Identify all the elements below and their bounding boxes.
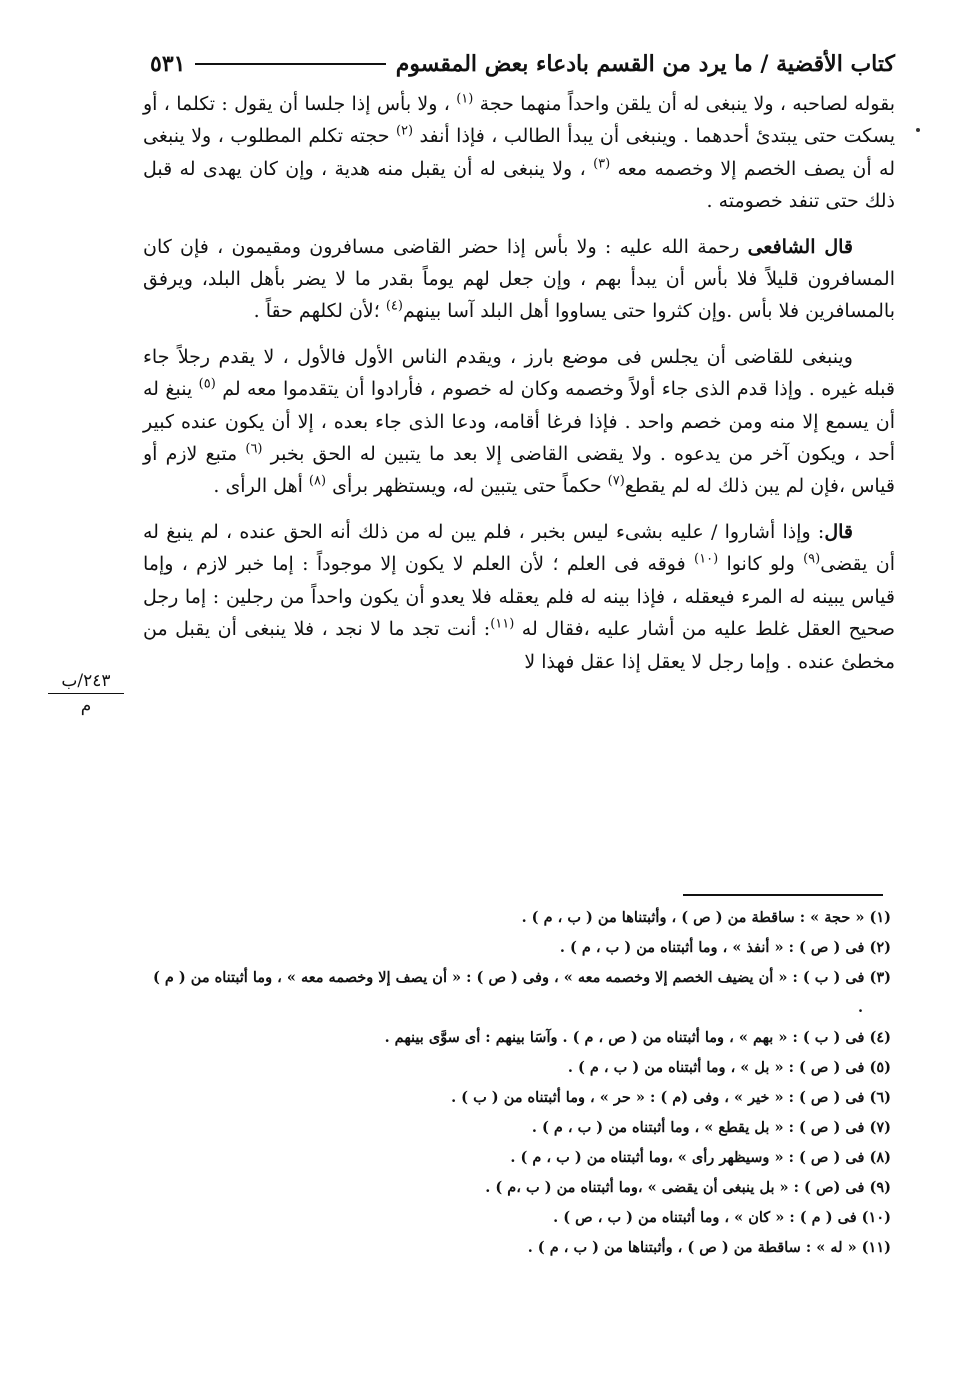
paragraph xyxy=(143,88,895,218)
footnote: (٢) فى ( ص ) : « أنفذ » ، وما أثبتناه من ( ب ، م ) . xyxy=(559,939,891,956)
footnote: (٤) فى ( ب ) : « بهم » ، وما أثبتناه من ( ص ، م ) . وآسَا بينهم : أى سوَّى بينهم . xyxy=(384,1029,891,1046)
paragraph-text: : وإذا أشاروا / عليه بشىء ليس بخبر ، فلم يبن له من ذلك أنه الحق عنده ، لم ينبغ له أن يقضى xyxy=(143,520,895,576)
paragraph-text: ، ولا ينبغى له أن يقبل منه هدية ، وإن كان يهدى له قبل ذلك حتى تنفد خصومته . xyxy=(143,157,895,213)
paragraph-text: فوقه فى العلم ؛ لأن العلم لا يكون إلا موجوداً : إما خبر لازم ، وإما قياس يبينه له المرء فيعقله ، فإذا بينه له فلم يعقله فلا يعدو أن يكون واحداً من رجلين : إما رجل صحيح العقل غلط عليه من أشار عليه ،فقال له xyxy=(143,553,895,641)
footnote-reference: (٣) xyxy=(593,156,611,172)
folio-number: ٢٤٣/ب xyxy=(48,670,124,694)
footnote: (١) « حجة » : ساقطة من ( ص ) ، وأثبتناها من ( ب ، م ) . xyxy=(521,909,891,926)
paragraph-text: بقوله لصاحبه ، ولا ينبغى له أن يلقن واحداً منهما حجة xyxy=(473,93,895,115)
main-text xyxy=(143,88,895,691)
footnote: (٥) فى ( ص ) : « بل » ، وما أثبتناه من ( ب ، م ) . xyxy=(567,1059,891,1076)
margin-dot xyxy=(916,128,920,132)
paragraph xyxy=(143,231,895,328)
footnote-reference: (١) xyxy=(456,91,474,107)
speaker-label: قال الشافعى xyxy=(747,235,854,258)
footnote: (٣) فى ( ب ) : « أن يضيف الخصم إلا وخصمه معه » ، وفى ( ص ) : « أن يصف إلا وخصمه معه » ، وما أثبتناه من ( م ) . xyxy=(152,969,891,1016)
paragraph-text: رحمة الله عليه : ولا بأس إذا حضر القاضى مسافرون ومقيمون ، فإن كان المسافرون قليلاً فلا بأس أن يبدأ بهم ، وإن جعل لهم يوماً بقدر ما لا يضر بأهل البلد، ويرفق بالمسافرين فلا بأس .وإن كثروا حتى يساووا أهل البلد آسا بينهم xyxy=(143,235,895,323)
footnote-reference: (٦) xyxy=(245,441,263,457)
paragraph xyxy=(143,516,895,678)
page-number: ٥٣١ xyxy=(150,51,186,77)
footnote-rule xyxy=(683,894,883,896)
footnote: (٧) فى ( ص ) : « بل يقطع » ، وما أثبتناه من ( ب ، م ) . xyxy=(531,1119,891,1136)
speaker-label: قال xyxy=(824,520,853,543)
footnote: (٦) فى ( ص ) : « خير » ، وفى (م ) : « حر » ، وما أثبتناه من ( ب ) . xyxy=(451,1089,891,1106)
footnote-reference: (٧) xyxy=(607,474,625,490)
footnote-reference: (٢) xyxy=(395,124,414,140)
chapter-title: كتاب الأقضية / ما يرد من القسم بادعاء بعض المقسوم xyxy=(395,51,895,77)
paragraph xyxy=(143,341,895,503)
footnote-reference: (١٠) xyxy=(694,551,719,567)
paragraph-text: ينبغ له أن يسمع إلا منه ومن خصم واحد . فإذا فرغا أقامه، ودعا الذى جاء بعده ، إلا أن يكون عنده كبير أحد ، ويكون آخر من يدعوه . ولا يقضى القاضى إلا بعد ما يتبين له الحق بخبر xyxy=(143,378,895,466)
footnote: (٩) فى (ص ) : « بل ينبغى أن يقضى » ،وما أثبتناه من ( ب ،م ) . xyxy=(485,1179,891,1196)
footnote: (٨) فى ( ص ) : « وسيظهر رأى » ،وما أثبتناه من ( ب ، م ) . xyxy=(510,1149,891,1166)
paragraph-text: وينبغى للقاضى أن يجلس فى موضع بارز ، ويقدم الناس الأول فالأول ، لا يقدم رجلاً جاء قبله غيره . وإذا قدم الذى جاء أولاً وخصمه وكان له خصوم ، فأرادوا أن يتقدموا معه لم xyxy=(143,345,895,401)
footnote: (١١) « له » : ساقطة من ( ص ) ، وأثبتناها من ( ب ، م ) . xyxy=(527,1239,891,1256)
paragraph-text: حجته تكلم المطلوب ، ولا ينبغى له أن يصف الخصم إلا وخصمه معه xyxy=(143,125,895,180)
manuscript-siglum: م xyxy=(80,696,92,716)
footnote-reference: (٨) xyxy=(308,474,327,490)
paragraph-text: متبع لازم أو قياس ،فإن لم يبن ذلك له لم يقطع xyxy=(143,443,895,498)
paragraph-text: حكماً حتى يتبين له، ويستظهر برأى xyxy=(326,475,608,498)
footnote-reference: (٩) xyxy=(803,551,821,567)
footnotes xyxy=(143,903,891,1263)
paragraph-text: ؛لأن لكلهم حقاً . xyxy=(253,300,386,323)
paragraph-text: ، ولا بأس إذا جلسا أن يقول : تكلما ، أو يسكت حتى يبتدئ أحدهما . وينبغى أن يبدأ الطالب ، فإذا أنفد xyxy=(143,93,895,148)
folio-margin-note xyxy=(48,670,124,717)
paragraph-text: ولو كانوا xyxy=(718,553,804,576)
footnote-reference: (٤) xyxy=(385,299,403,315)
footnote-reference: (١١) xyxy=(490,616,515,632)
header-rule xyxy=(195,63,385,65)
footnote-reference: (٥) xyxy=(198,376,216,392)
footnote: (١٠) فى ( م ) : « كان » ، وما أثبتناه من ( ب ، ص ) . xyxy=(553,1209,891,1226)
running-header xyxy=(150,44,895,84)
paragraph-text: أهل الرأى . xyxy=(213,475,309,498)
paragraph-text: : أنت تجد ما لا نجد ، فلا ينبغى أن يقبل من مخطئ عنده . وإما رجل لا يعقل إذا عقل فهذا لا xyxy=(143,618,895,673)
